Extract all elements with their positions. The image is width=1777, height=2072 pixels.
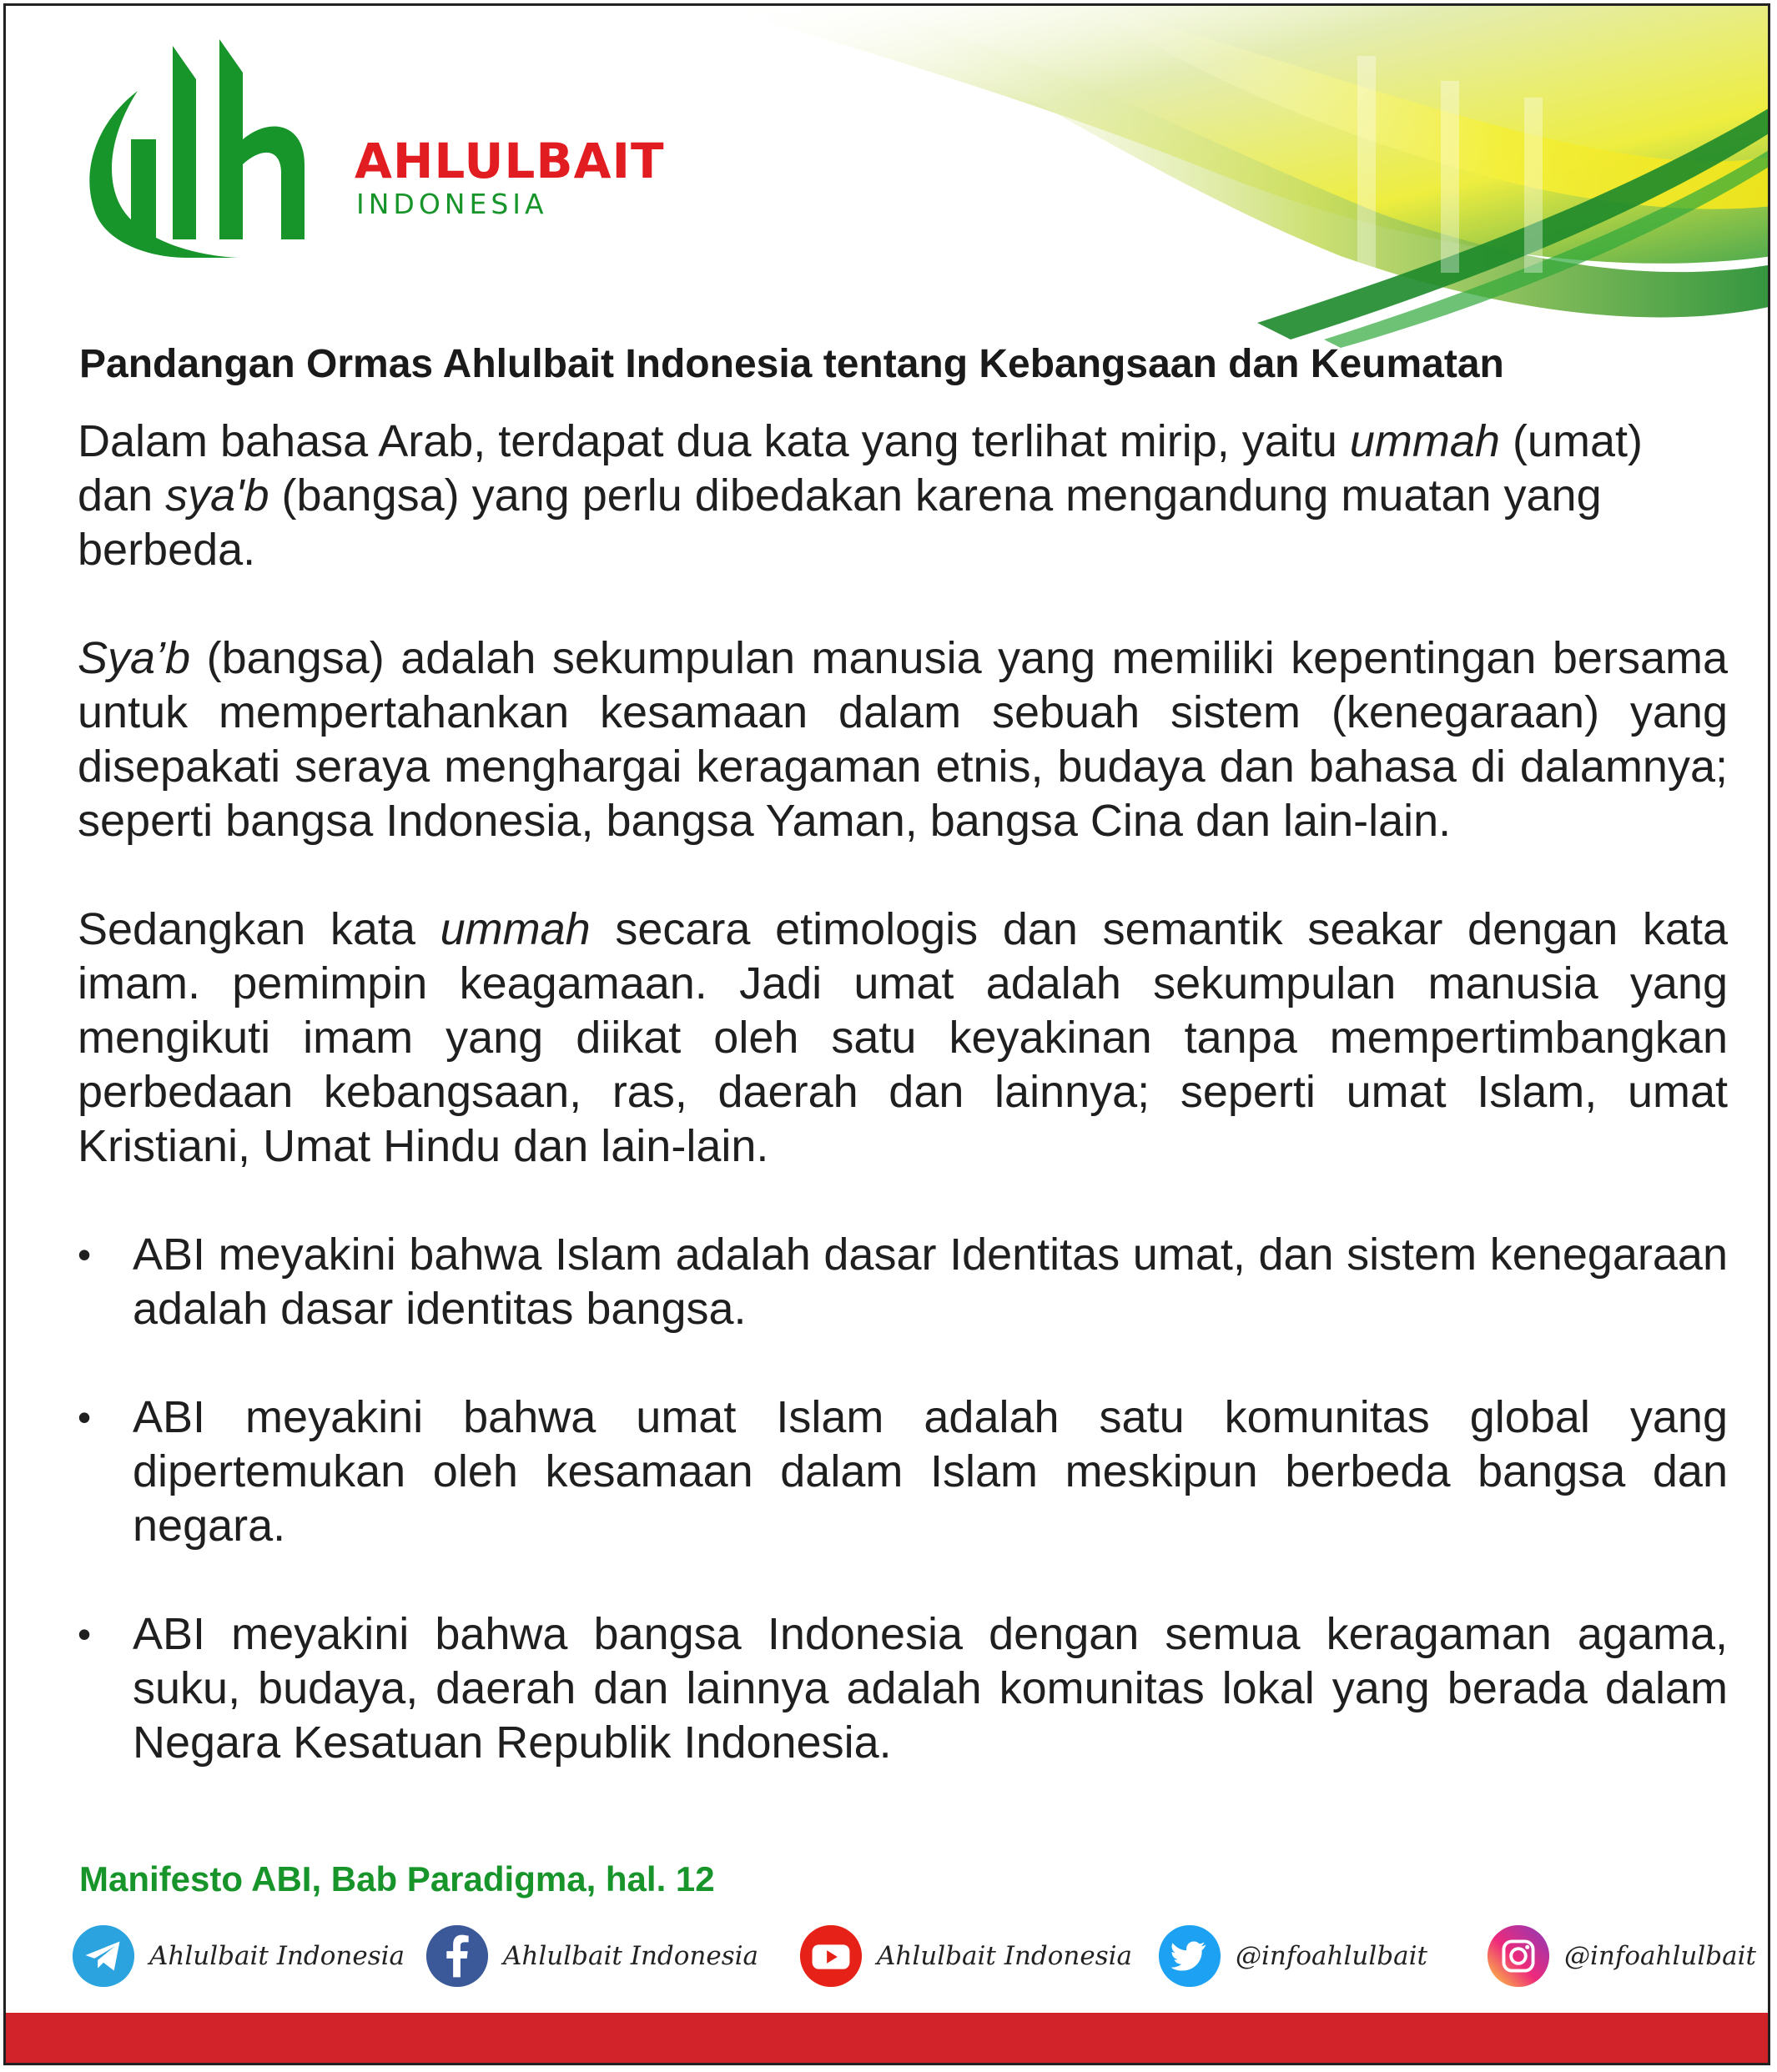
poster	[3, 3, 1770, 2065]
twitter-icon	[1157, 1924, 1222, 1989]
facebook-icon	[425, 1924, 490, 1989]
ahlulbait-logo-mark	[79, 39, 346, 264]
paragraph-ummah-syab: Dalam bahasa Arab, terdapat dua kata yang terlihat mirip, yaitu ummah (umat) dan sya'b (bangsa) yang perlu dibedakan karena mengandung muatan yang berbeda.	[78, 416, 1643, 575]
social-instagram[interactable]	[1486, 1923, 1756, 1989]
youtube-icon	[798, 1924, 863, 1989]
social-facebook[interactable]	[425, 1923, 758, 1989]
social-label: Ahlulbait Indonesia	[503, 1941, 759, 1971]
social-label: Ahlulbait Indonesia	[149, 1941, 405, 1971]
list-item: • ABI meyakini bahwa bangsa Indonesia dengan semua keragaman agama, suku, budaya, daerah dan lainnya adalah komunitas lokal yang berada dalam Negara Kesatuan Republik Indonesia.	[78, 1607, 1728, 1770]
paragraph-syab: Sya’b (bangsa) adalah sekumpulan manusia yang memiliki kepentingan bersama untuk mempertahankan kesamaan dalam sebuah sistem (kenegaraan) yang disepakati seraya menghargai keragaman etnis, budaya dan bahasa di dalamnya; seperti bangsa Indonesia, bangsa Yaman, bangsa Cina dan lain-lain.	[78, 633, 1728, 846]
social-telegram[interactable]	[71, 1923, 405, 1989]
brand-name: AHLULBAIT	[355, 133, 665, 189]
belief-list	[78, 1228, 1728, 1770]
list-item: • ABI meyakini bahwa umat Islam adalah satu komunitas global yang dipertemukan oleh kesamaan dalam Islam meskipun berbeda bangsa dan negara.	[78, 1391, 1728, 1553]
page-title: Pandangan Ormas Ahlulbait Indonesia tentang Kebangsaan dan Keumatan	[79, 342, 1504, 386]
list-item: • ABI meyakini bahwa Islam adalah dasar Identitas umat, dan sistem kenegaraan adalah dasar identitas bangsa.	[78, 1228, 1728, 1336]
social-twitter[interactable]	[1157, 1923, 1427, 1989]
social-youtube[interactable]	[798, 1923, 1132, 1989]
social-label: @infoahlulbait	[1236, 1941, 1427, 1971]
source-citation: Manifesto ABI, Bab Paradigma, hal. 12	[79, 1859, 715, 1898]
social-links	[71, 1923, 1756, 1989]
instagram-icon	[1486, 1924, 1551, 1989]
social-label: @infoahlulbait	[1564, 1941, 1756, 1971]
ahlulbait-logo	[79, 39, 665, 264]
social-label: Ahlulbait Indonesia	[877, 1941, 1133, 1971]
footer-bar	[6, 2013, 1770, 2065]
article-body	[78, 415, 1728, 1824]
telegram-icon	[71, 1924, 136, 1989]
paragraph-ummah: Sedangkan kata ummah secara etimologis dan semantik seakar dengan kata imam. pemimpin keagamaan. Jadi umat adalah sekumpulan manusia yang mengikuti imam yang diikat oleh satu keyakinan tanpa mempertimbangkan perbedaan kebangsaan, ras, daerah dan lainnya; seperti umat Islam, umat Kristiani, Umat Hindu dan lain-lain.	[78, 904, 1728, 1171]
brand-subtitle: INDONESIA	[356, 188, 548, 220]
